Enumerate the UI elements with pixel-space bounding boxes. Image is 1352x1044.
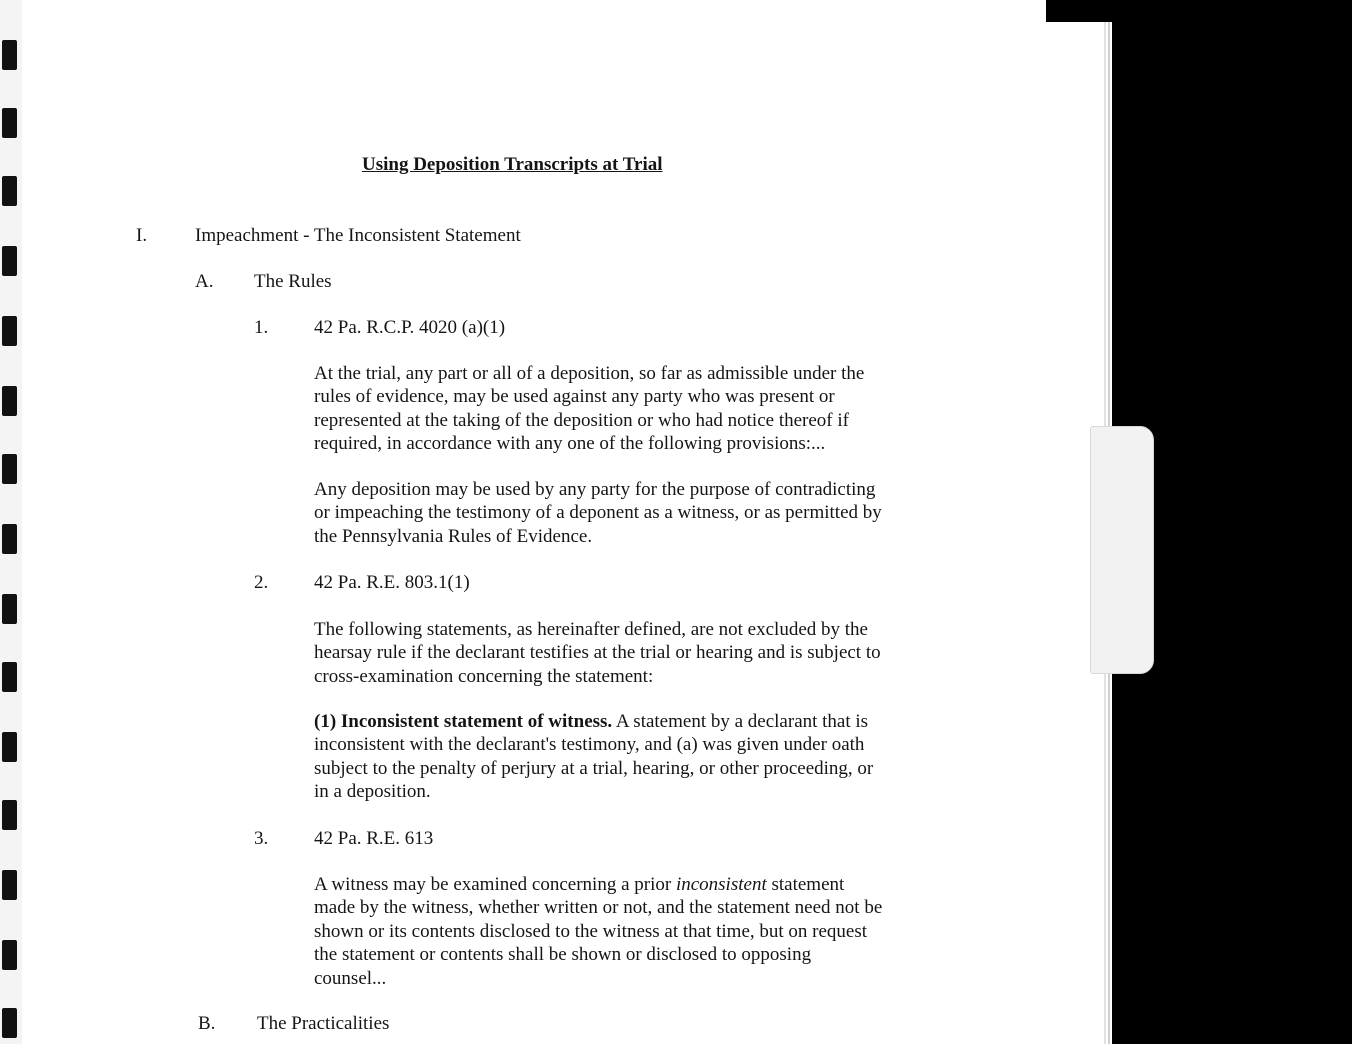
text-line: subject to the penalty of perjury at a trial, hearing, or other proceeding, or xyxy=(314,757,874,779)
text-line xyxy=(314,873,882,896)
binding-hole xyxy=(2,176,17,206)
text-line: rules of evidence, may be used against any party who was present or xyxy=(314,386,835,408)
item-marker: 1. xyxy=(254,317,269,338)
divider-tab xyxy=(1090,426,1154,674)
text-line: in a deposition. xyxy=(314,781,431,803)
text-line: shown or its contents disclosed to the witness at that time, but on request xyxy=(314,920,868,942)
subsection-heading: The Rules xyxy=(254,271,332,292)
subsection-marker: B. xyxy=(198,1013,216,1034)
text-line: made by the witness, whether written or not, and the statement need not be xyxy=(314,897,883,919)
item-marker: 3. xyxy=(254,828,269,849)
text-line: or impeaching the testimony of a deponent as a witness, or as permitted by xyxy=(314,502,882,524)
rule-citation: 42 Pa. R.C.P. 4020 (a)(1) xyxy=(314,317,506,338)
rule-citation: 42 Pa. R.E. 613 xyxy=(314,828,434,849)
text-line: Any deposition may be used by any party for the purpose of contradicting xyxy=(314,479,876,500)
binding-hole xyxy=(2,316,17,346)
binding-hole xyxy=(2,662,17,692)
binding-hole xyxy=(2,800,17,830)
binding-hole xyxy=(2,732,17,762)
binding-hole xyxy=(2,594,17,624)
binding-strip xyxy=(0,0,22,1044)
rule-citation: 42 Pa. R.E. 803.1(1) xyxy=(314,572,470,593)
text-line: counsel... xyxy=(314,967,387,989)
text-line: the Pennsylvania Rules of Evidence. xyxy=(314,525,593,547)
document-title: Using Deposition Transcripts at Trial xyxy=(362,154,663,175)
rule-text-paragraph xyxy=(314,710,873,804)
binding-hole xyxy=(2,246,17,276)
binding-hole xyxy=(2,454,17,484)
binding-hole xyxy=(2,40,17,70)
binding-hole xyxy=(2,108,17,138)
rule-text-paragraph xyxy=(314,478,882,548)
text-fragment: A statement by a declarant that is xyxy=(612,711,869,732)
binding-hole xyxy=(2,940,17,970)
text-line: At the trial, any part or all of a deposition, so far as admissible under the xyxy=(314,363,865,384)
text-line: represented at the taking of the deposition or who had notice thereof if xyxy=(314,409,849,431)
text-fragment: statement xyxy=(766,874,845,895)
section-marker: I. xyxy=(136,225,148,246)
binding-hole xyxy=(2,870,17,900)
text-line: the statement or contents shall be shown or disclosed to opposing xyxy=(314,944,812,966)
section-heading: Impeachment - The Inconsistent Statement xyxy=(195,225,521,246)
text-fragment: A witness may be examined concerning a prior xyxy=(314,874,676,895)
binding-hole xyxy=(2,386,17,416)
item-marker: 2. xyxy=(254,572,269,593)
text-line xyxy=(314,710,873,733)
subsection-heading: The Practicalities xyxy=(257,1013,390,1034)
text-line: inconsistent with the declarant's testimony, and (a) was given under oath xyxy=(314,734,865,756)
subsection-marker: A. xyxy=(195,271,214,292)
text-line: required, in accordance with any one of the following provisions:... xyxy=(314,433,826,455)
rule-text-paragraph xyxy=(314,362,864,456)
text-line: The following statements, as hereinafter defined, are not excluded by the xyxy=(314,619,868,640)
binding-hole xyxy=(2,524,17,554)
italic-emphasis: inconsistent xyxy=(675,874,767,895)
rule-text-paragraph xyxy=(314,873,882,990)
binding-hole xyxy=(2,1008,17,1038)
bold-rule-heading: (1) Inconsistent statement of witness. xyxy=(314,711,613,732)
rule-text-paragraph xyxy=(314,618,881,688)
text-line: hearsay rule if the declarant testifies at the trial or hearing and is subject to xyxy=(314,642,881,664)
text-line: cross-examination concerning the statement: xyxy=(314,665,654,687)
